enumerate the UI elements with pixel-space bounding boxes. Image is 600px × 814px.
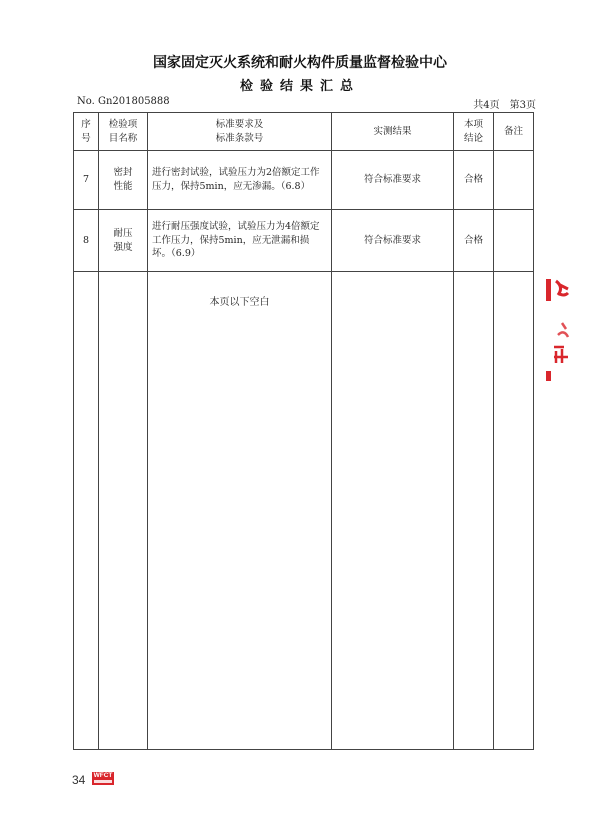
seal-stamp-icon xyxy=(540,275,580,385)
row-requirement: 进行耐压强度试验，试验压力为4倍额定工作压力，保持5min，应无泄漏和损坏。（6.9） xyxy=(148,210,332,272)
blank-cell xyxy=(74,272,99,750)
col-header-item: 检验项 目名称 xyxy=(99,113,148,151)
results-summary-table xyxy=(73,112,534,750)
total-pages: 共4页 xyxy=(473,100,500,111)
col-header-no: 序 号 xyxy=(74,113,99,151)
col-header-requirement: 标准要求及 标准条款号 xyxy=(148,113,332,151)
blank-cell xyxy=(454,272,494,750)
table-row xyxy=(74,151,534,210)
report-number: No. Gn201805888 xyxy=(77,96,170,107)
blank-note-cell xyxy=(148,272,332,750)
blank-cell xyxy=(494,272,534,750)
row-conclusion: 合格 xyxy=(454,151,494,210)
current-page: 第3页 xyxy=(509,100,536,111)
blank-cell xyxy=(99,272,148,750)
row-requirement: 进行密封试验，试验压力为2倍额定工作压力，保持5min，应无渗漏。（6.8） xyxy=(148,151,332,210)
page-info xyxy=(463,96,536,111)
table-header-row xyxy=(74,113,534,151)
col-header-conclusion: 本项 结论 xyxy=(454,113,494,151)
row-result: 符合标准要求 xyxy=(332,210,454,272)
col-header-result: 实测结果 xyxy=(332,113,454,151)
row-remark xyxy=(494,151,534,210)
row-remark xyxy=(494,210,534,272)
blank-row xyxy=(74,272,534,750)
table-row xyxy=(74,210,534,272)
blank-cell xyxy=(332,272,454,750)
row-number: 7 xyxy=(74,151,99,210)
blank-note: 本页以下空白 xyxy=(209,297,270,308)
document-title: 检验结果汇总 xyxy=(239,79,360,94)
page-number: 34 xyxy=(72,773,86,787)
row-number: 8 xyxy=(74,210,99,272)
row-conclusion: 合格 xyxy=(454,210,494,272)
organization-title: 国家固定灭火系统和耐火构件质量监督检验中心 xyxy=(153,55,447,71)
row-item-name: 密封 性能 xyxy=(99,151,148,210)
row-item-name: 耐压 强度 xyxy=(99,210,148,272)
wfct-logo: WFCT xyxy=(92,772,114,785)
row-result: 符合标准要求 xyxy=(332,151,454,210)
col-header-remark: 备注 xyxy=(494,113,534,151)
